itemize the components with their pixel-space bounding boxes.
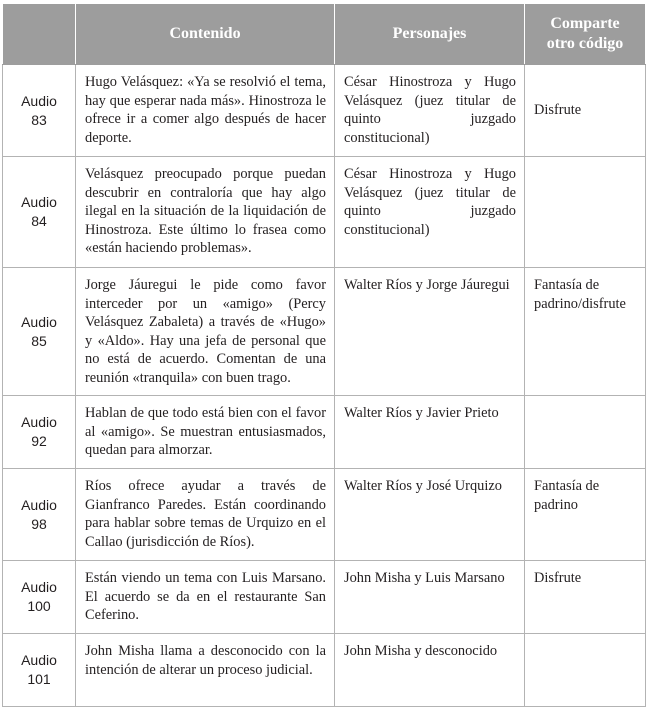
personajes-cell: John Misha y Luis Marsano [335,561,525,634]
header-comparte [525,4,646,65]
comparte-cell: Fantasía de padrino/disfrute [525,268,646,396]
table-row [3,157,646,268]
audio-number: 83 [31,111,47,128]
table-row [3,561,646,634]
personajes-cell: John Misha y desconocido [335,634,525,707]
contenido-cell: Hugo Velásquez: «Ya se resolvió el tema, hay que esperar nada más». Hinostroza le ofrece ir a comer algo después de hacer deporte. [76,65,335,157]
audio-word: Audio [21,414,57,430]
audio-id-cell [3,157,76,268]
header-personajes: Personajes [335,4,525,65]
audio-word: Audio [21,496,57,513]
personajes-cell: César Hinostroza y Hugo Velásquez (juez titular de quinto juzgado constitucional) [335,157,525,268]
table-header [3,4,646,65]
audio-number: 84 [31,213,47,229]
personajes-cell: Walter Ríos y Jorge Jáuregui [335,268,525,396]
audio-number: 100 [27,598,51,614]
audio-number: 98 [31,515,47,532]
contenido-cell: Velásquez preocupado porque puedan descubrir en contraloría que hay algo ilegal en la situación de la liquidación de Hinostroza. Este último lo frasea como «están haciendo problemas». [76,157,335,268]
contenido-cell: Hablan de que todo está bien con el favor al «amigo». Se muestran entusiasmados, quedan para almorzar. [76,396,335,469]
comparte-value: Disfrute [534,102,582,118]
table-row [3,634,646,707]
audio-analysis-table [2,3,646,707]
table-row [3,396,646,469]
personajes-cell: Walter Ríos y José Urquizo [335,469,525,561]
comparte-cell: Fantasía de padrino [525,469,646,561]
comparte-cell [525,396,646,469]
table-row [3,65,646,157]
audio-number: 85 [31,332,47,349]
header-contenido: Contenido [76,4,335,65]
comparte-cell [525,65,646,157]
header-audio [3,4,76,65]
audio-id-cell [3,634,76,707]
contenido-cell: Jorge Jáuregui le pide como favor interceder por un «amigo» (Percy Velásquez Zabaleta) a través de «Hugo» y «Aldo». Hay una jefa de personal que no está de acuerdo. Comentan de una reunión «tranquila» con buen trago. [76,268,335,396]
audio-word: Audio [21,194,57,210]
table-body [3,65,646,707]
audio-number: 101 [27,671,51,687]
personajes-cell: César Hinostroza y Hugo Velásquez (juez titular de quinto juzgado constitucional) [335,65,525,157]
comparte-cell [525,157,646,268]
contenido-cell: Ríos ofrece ayudar a través de Gianfranco Paredes. Están coordinando para hablar sobre temas de Urquizo en el Callao (jurisdicción de Ríos). [76,469,335,561]
audio-id-cell [3,561,76,634]
comparte-cell: Disfrute [525,561,646,634]
contenido-cell: John Misha llama a desconocido con la intención de alterar un proceso judicial. [76,634,335,707]
personajes-cell: Walter Ríos y Javier Prieto [335,396,525,469]
comparte-cell [525,634,646,707]
audio-number: 92 [31,433,47,449]
audio-id-cell [3,65,76,157]
audio-word: Audio [21,579,57,595]
contenido-cell: Están viendo un tema con Luis Marsano. El acuerdo se da en el restaurante San Ceferino. [76,561,335,634]
header-comparte-line1: Comparte [550,15,620,32]
table-row [3,469,646,561]
audio-id-cell [3,469,76,561]
audio-word: Audio [21,92,57,109]
header-row [3,4,646,65]
audio-word: Audio [21,652,57,668]
audio-id-cell [3,268,76,396]
audio-word: Audio [21,313,57,330]
header-comparte-line2: otro código [546,35,624,52]
audio-id-cell [3,396,76,469]
table-row [3,268,646,396]
